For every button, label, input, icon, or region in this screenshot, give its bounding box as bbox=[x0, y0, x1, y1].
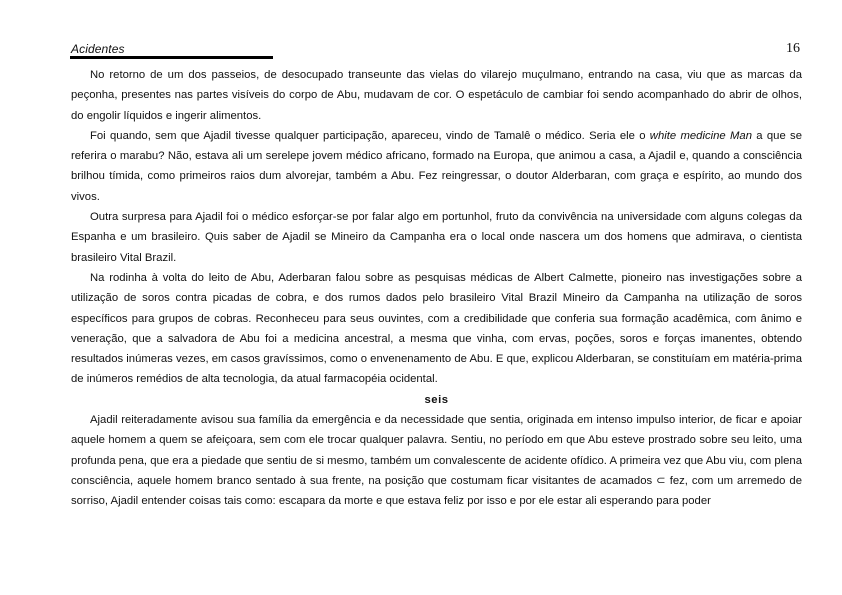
section-heading: seis bbox=[424, 393, 449, 406]
running-header-title: Acidentes bbox=[71, 42, 125, 56]
body-text bbox=[71, 65, 802, 512]
paragraph: No retorno de um dos passeios, de desocupado transeunte das vielas do vilarejo muçulmano, entrando na casa, viu que as marcas da peçonha, presentes nas partes visíveis do corpo de Abu, mudavam de cor. O espetáculo de cambiar foi sendo acompanhado do abrir de olhos, do engolir líquidos e ingerir alimentos. bbox=[71, 69, 802, 122]
paragraph: Na rodinha à volta do leito de Abu, Aderbaran falou sobre as pesquisas médicas de Albert Calmette, pioneiro nas investigações sobre a utilização de soros contra picadas de cobra, e dos rumos dados pelo brasileiro Vital Brazil Mineiro da Campanha na utilização de soros específicos para grupos de cobras. Reconheceu para seus ouvintes, com a credibilidade que conferia sua formação acadêmica, com ânimo e veneração, que a salvadora de Abu foi a medicina ancestral, a mesma que vinha, com ervas, poções, soros e forças imanentes, obtendo resultados inúmeras vezes, em casos gravíssimos, como o envenenamento de Abu. E que, explicou Alderbaran, se constituíam em matéria-prima de inúmeros remédios de alta tecnologia, da atual farmacopéia ocidental. bbox=[71, 271, 802, 386]
page-number: 16 bbox=[786, 41, 800, 56]
paragraph: Ajadil reiteradamente avisou sua família da emergência e da necessidade que sentia, originada em intenso impulso interior, de ficar e apoiar aquele homem a quem se afeiçoara, sem com ele trocar qualquer palavra. Sentiu, no período em que Abu esteve prostrado sobre seu leito, uma profunda pena, que era a piedade que sentiu de si mesmo, também um convalescente de acidente ofídico. A primeira vez que Abu viu, com plena consciência, aquele homem branco sentado à sua frente, na posição que costumam ficar visitantes de acamados ⊂ fez, com um arremedo de sorriso, Ajadil entender coisas tais como: escapara da morte e que estava feliz por isso e por ele estar ali esperando para poder bbox=[71, 414, 802, 508]
paragraph bbox=[71, 126, 802, 207]
italic-phrase: white medicine Man bbox=[649, 129, 752, 142]
paragraph-text: a que se referira o marabu? Não, estava ali um serelepe jovem médico africano, formado na Europa, que animou a casa, a Ajadil e, quando a consciência brilhou tímida, como primeiros raios dum alvorejar, também a Abu. Fez reingressar, o doutor Alderbaran, com graça e espírito, ao mundo dos vivos. bbox=[71, 129, 802, 203]
paragraph-text: Foi quando, sem que Ajadil tivesse qualquer participação, apareceu, vindo de Tamalê o médico. Seria ele o bbox=[90, 129, 650, 142]
header-rule bbox=[70, 56, 273, 59]
paragraph: Outra surpresa para Ajadil foi o médico esforçar-se por falar algo em portunhol, fruto da convivência na universidade com alguns colegas da Espanha e um brasileiro. Quis saber de Ajadil se Mineiro da Campanha era o local onde nascera um dos homens que admirava, o cientista brasileiro Vital Brazil. bbox=[71, 211, 802, 264]
